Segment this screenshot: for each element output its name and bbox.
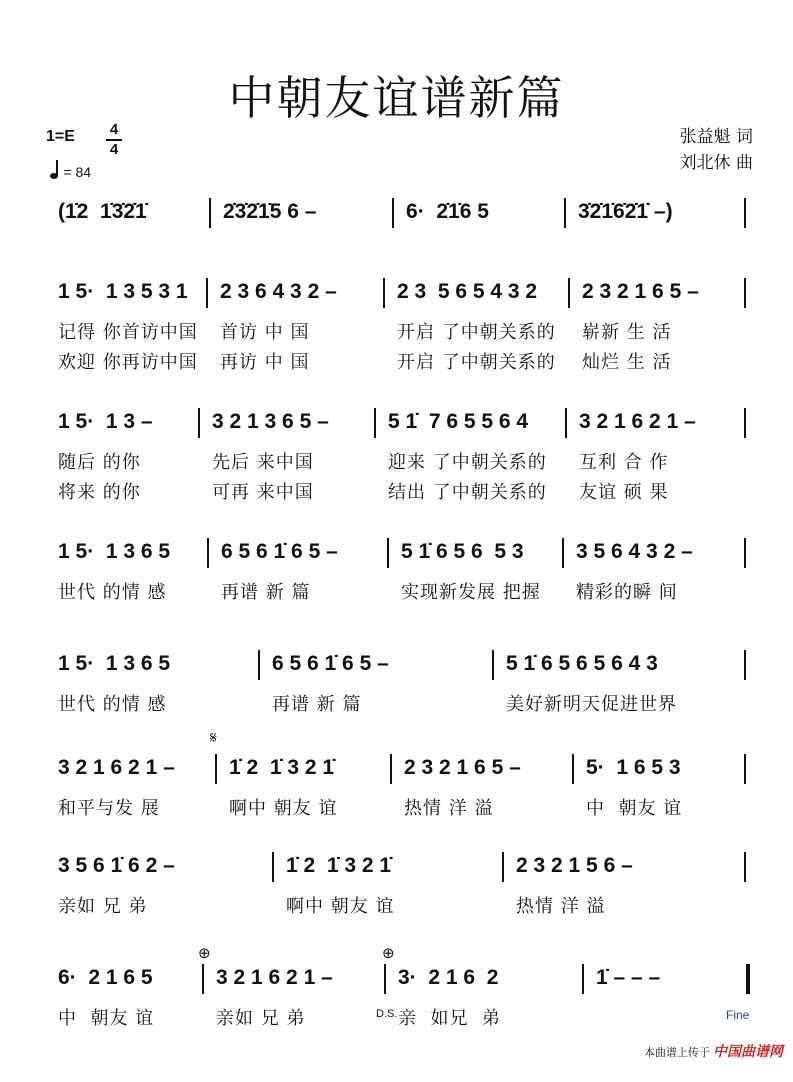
lyrics-verse1-measure: 再谱 新 篇 bbox=[221, 582, 311, 603]
notes-measure: 1 5· 1 3 6 5 bbox=[58, 652, 171, 675]
lyrics-verse1-measure: 再谱 新 篇 bbox=[272, 694, 362, 715]
lyrics-verse1-measure: 世代 的情 感 bbox=[58, 694, 167, 715]
barline bbox=[202, 964, 204, 994]
notes-measure: 2 3 2 1 6 5 – bbox=[404, 756, 521, 779]
notes-measure: 3 2 1 6 2 1 – bbox=[58, 756, 175, 779]
barline bbox=[744, 538, 746, 568]
barline bbox=[744, 408, 746, 438]
notes-measure: 2 3 5 6 5 4 3 2 bbox=[397, 280, 538, 303]
score-system bbox=[0, 536, 793, 656]
lyrics-verse1-measure: 亲如 兄 弟 bbox=[58, 896, 148, 917]
barline bbox=[502, 852, 504, 882]
barline bbox=[744, 754, 746, 784]
lyrics-verse2-measure: 可再 来中国 bbox=[212, 482, 314, 503]
lyrics-verse1-measure: 实现新发展 把握 bbox=[401, 582, 541, 603]
score-system bbox=[0, 648, 793, 768]
notes-measure: 6 5 6 1̇ 6 5 – bbox=[272, 652, 389, 675]
notes-measure: 2 3 2 1 5 6 – bbox=[516, 854, 633, 877]
notes-measure: 3 2 1 3 6 5 – bbox=[212, 410, 329, 433]
notes-measure: 3 2 1 6 2 1 – bbox=[216, 966, 333, 989]
lyricist-credit: 张益魁 词 bbox=[679, 127, 753, 147]
notes-measure: 1 5· 1 3 6 5 bbox=[58, 540, 171, 563]
barline bbox=[582, 964, 584, 994]
final-barline bbox=[746, 964, 750, 994]
barline bbox=[744, 650, 746, 680]
notes-measure: 3· 2 1 6 2 bbox=[398, 966, 499, 989]
lyrics-verse1-measure: 精彩的瞬 间 bbox=[576, 582, 678, 603]
notes-measure: 1̇ 2 1̇ 3 2 1̇ bbox=[229, 756, 335, 779]
tempo-value: = 84 bbox=[63, 164, 92, 180]
segno-icon: 𝄋 bbox=[210, 730, 217, 747]
notes-measure: 6· 2 1 6 5 bbox=[58, 966, 153, 989]
barline bbox=[568, 278, 570, 308]
notes-measure: 5 1̇ 6 5 6 5 6 4 3 bbox=[506, 652, 658, 675]
barline bbox=[374, 408, 376, 438]
notes-measure: 1̇ – – – bbox=[596, 966, 661, 989]
notes-measure: 5 1̇ 7 6 5 5 6 4 bbox=[388, 410, 529, 433]
barline bbox=[390, 754, 392, 784]
page-title: 中朝友谊谱新篇 bbox=[228, 71, 565, 125]
lyrics-verse1-measure: 热情 洋 溢 bbox=[516, 896, 606, 917]
notes-measure: 1 5· 1 3 – bbox=[58, 410, 153, 433]
lyrics-verse1-measure: 中 朝友 谊 bbox=[58, 1008, 155, 1029]
lyrics-verse1-measure: 美好新明天促进世界 bbox=[506, 694, 677, 715]
lyrics-verse1-measure: 世代 的情 感 bbox=[58, 582, 167, 603]
time-numerator: 4 bbox=[109, 121, 119, 138]
key-signature: 1=E bbox=[46, 128, 75, 145]
barline bbox=[206, 278, 208, 308]
score-system bbox=[0, 962, 793, 1082]
lyrics-verse1-measure: 迎来 了中朝关系的 bbox=[388, 452, 547, 473]
lyrics-verse1-measure: 啊中 朝友 谊 bbox=[229, 798, 338, 819]
lyrics-verse2-measure: 欢迎 你再访中国 bbox=[58, 352, 198, 373]
lyrics-verse2-measure: 灿烂 生 活 bbox=[582, 352, 672, 373]
lyrics-verse1-measure: 啊中 朝友 谊 bbox=[286, 896, 395, 917]
lyrics-verse2-measure: 结出 了中朝关系的 bbox=[388, 482, 547, 503]
notes-measure: 1̇ 2 1̇ 3 2 1̇ bbox=[286, 854, 392, 877]
fine-mark: Fine bbox=[726, 1008, 750, 1022]
lyrics-verse1-measure: 首访 中 国 bbox=[220, 322, 310, 343]
barline bbox=[209, 198, 211, 228]
barline bbox=[744, 278, 746, 308]
barline bbox=[744, 198, 746, 228]
lyrics-verse2-measure: 开启 了中朝关系的 bbox=[397, 352, 556, 373]
score-system bbox=[0, 406, 793, 526]
barline bbox=[562, 538, 564, 568]
lyrics-verse1-measure: 开启 了中朝关系的 bbox=[397, 322, 556, 343]
composer-credit: 刘北休 曲 bbox=[679, 153, 753, 173]
lyrics-verse1-measure: 中 朝友 谊 bbox=[586, 798, 683, 819]
tempo-marking bbox=[50, 164, 91, 180]
lyrics-verse1-measure: 互利 合 作 bbox=[579, 452, 669, 473]
notes-measure: 3̇2̇1̇6̇2̇1̇ –) bbox=[578, 200, 673, 223]
coda-icon: ⊕ bbox=[382, 945, 395, 962]
notes-measure: 2̇3̇2̇1̇5 6 – bbox=[223, 200, 317, 223]
footer bbox=[644, 1041, 783, 1061]
lyrics-verse1-measure: 和平与发 展 bbox=[58, 798, 160, 819]
barline bbox=[392, 198, 394, 228]
notes-measure: 6 5 6 1̇ 6 5 – bbox=[221, 540, 338, 563]
notes-measure: 3 2 1 6 2 1 – bbox=[579, 410, 696, 433]
footer-text: 本曲谱上传于 bbox=[643, 1047, 710, 1059]
time-signature bbox=[106, 122, 122, 158]
barline bbox=[572, 754, 574, 784]
score-system bbox=[0, 276, 793, 396]
lyrics-verse1-measure: 热情 洋 溢 bbox=[404, 798, 494, 819]
lyrics-verse1-measure: 崭新 生 活 bbox=[582, 322, 672, 343]
notes-measure: 5· 1 6 5 3 bbox=[586, 756, 681, 779]
lyrics-verse2-measure: 再访 中 国 bbox=[220, 352, 310, 373]
barline bbox=[215, 754, 217, 784]
notes-measure: 2 3 6 4 3 2 – bbox=[220, 280, 337, 303]
coda-icon: ⊕ bbox=[198, 945, 211, 962]
time-denominator: 4 bbox=[109, 141, 119, 158]
barline bbox=[384, 964, 386, 994]
footer-brand: 中国曲谱网 bbox=[713, 1043, 783, 1059]
notes-measure: 3 5 6 4 3 2 – bbox=[576, 540, 693, 563]
notes-measure: 5 1̇ 6 5 6 5 3 bbox=[401, 540, 524, 563]
barline bbox=[207, 538, 209, 568]
note-stem bbox=[56, 160, 58, 176]
barline bbox=[272, 852, 274, 882]
notes-measure: (1̇2 1̇3̇2̇1̇ bbox=[58, 200, 147, 223]
lyrics-verse1-measure: 亲 如兄 弟 bbox=[398, 1008, 501, 1029]
barline bbox=[258, 650, 260, 680]
lyrics-verse1-measure: 随后 的你 bbox=[58, 452, 141, 473]
barline bbox=[744, 852, 746, 882]
score-system bbox=[0, 850, 793, 970]
barline bbox=[492, 650, 494, 680]
ds-mark: D.S. bbox=[376, 1008, 398, 1020]
barline bbox=[564, 198, 566, 228]
lyrics-verse2-measure: 将来 的你 bbox=[58, 482, 141, 503]
notes-measure: 6· 2̇1̇6 5 bbox=[406, 200, 489, 223]
notes-measure: 1 5· 1 3 5 3 1 bbox=[58, 280, 188, 303]
lyrics-verse1-measure: 亲如 兄 弟 bbox=[216, 1008, 306, 1029]
lyrics-verse2-measure: 友谊 硕 果 bbox=[579, 482, 669, 503]
notes-measure: 2 3 2 1 6 5 – bbox=[582, 280, 699, 303]
barline bbox=[565, 408, 567, 438]
barline bbox=[387, 538, 389, 568]
barline bbox=[383, 278, 385, 308]
lyrics-verse1-measure: 先后 来中国 bbox=[212, 452, 314, 473]
notes-measure: 3 5 6 1̇ 6 2 – bbox=[58, 854, 175, 877]
lyrics-verse1-measure: 记得 你首访中国 bbox=[58, 322, 198, 343]
barline bbox=[198, 408, 200, 438]
